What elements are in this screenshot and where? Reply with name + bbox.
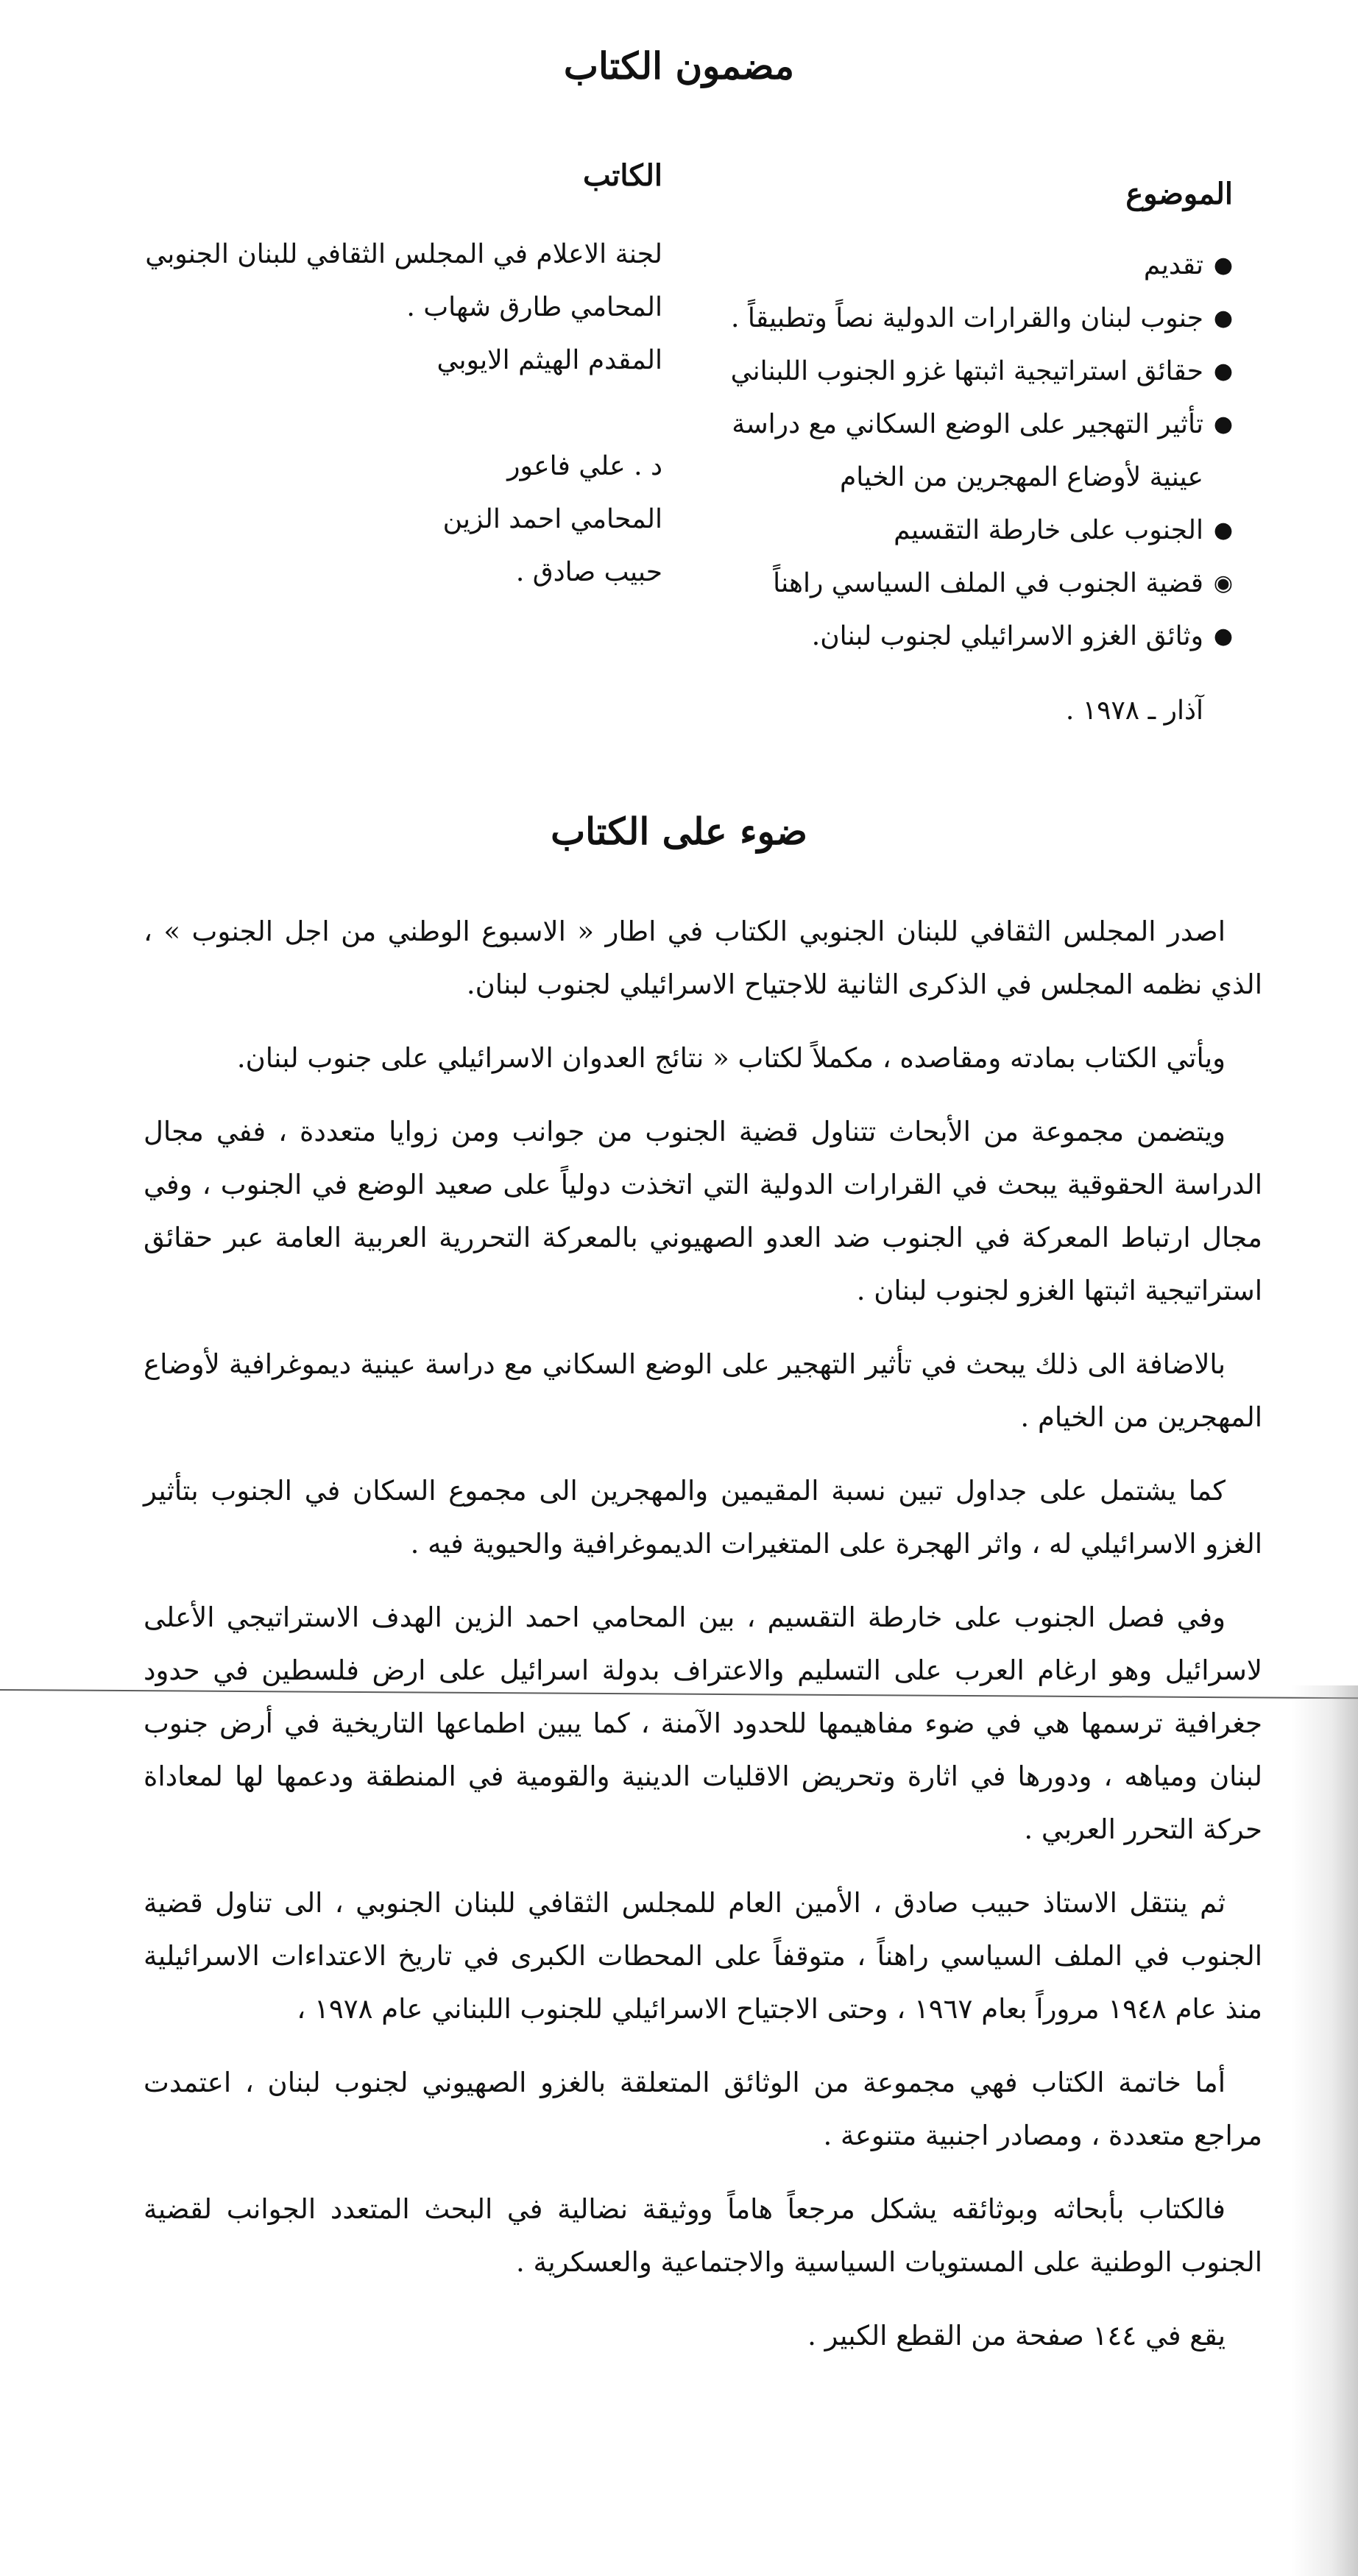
topic-column-header: الموضوع — [1125, 177, 1233, 211]
author-item: حبيب صادق . — [515, 557, 662, 587]
paragraph: بالاضافة الى ذلك يبحث في تأثير التهجير على الوضع السكاني مع دراسة عينية ديموغرافية لأوضاع المهجرين من الخيام . — [144, 1348, 1262, 1433]
bullet-icon: ● — [1213, 252, 1233, 278]
paragraph: ثم ينتقل الاستاذ حبيب صادق ، الأمين العام للمجلس الثقافي للبنان الجنوبي ، الى تناول قضية الجنوب في الملف السياسي راهناً ، متوقفاً على المحطات الكبرى في تاريخ الاعتداءات الاسرائيلية منذ عام ١٩٤٨ مروراً بعام ١٩٦٧ ، وحتى الاجتياح الاسرائيلي للجنوب اللبناني عام ١٩٧٨ ، — [144, 1887, 1262, 2025]
authors-list — [132, 228, 662, 599]
body-text — [144, 905, 1262, 2383]
paragraph: أما خاتمة الكتاب فهي مجموعة من الوثائق المتعلقة بالغزو الصهيوني لجنوب لبنان ، اعتمدت مراجع متعددة ، ومصادر اجنبية متنوعة . — [144, 2067, 1262, 2151]
topic-text: وثائق الغزو الاسرائيلي لجنوب لبنان. — [811, 621, 1203, 651]
topic-item — [673, 504, 1233, 557]
topic-item — [673, 239, 1233, 292]
author-item: د . علي فاعور — [507, 451, 662, 481]
author-column-header: الكاتب — [583, 158, 662, 193]
author-item: لجنة الاعلام في المجلس الثقافي للبنان الجنوبي — [145, 239, 662, 269]
topic-text: الجنوب على خارطة التقسيم — [894, 515, 1203, 545]
paragraph: يقع في ١٤٤ صفحة من القطع الكبير . — [807, 2320, 1226, 2352]
topic-item — [673, 398, 1233, 504]
bullet-icon: ● — [1213, 411, 1233, 437]
topic-item — [673, 292, 1233, 345]
scan-edge-shadow — [1292, 1685, 1358, 2576]
topic-text: تأثير التهجير على الوضع السكاني مع دراسة — [732, 409, 1203, 439]
topic-text: تقديم — [1143, 250, 1203, 280]
topic-item — [673, 557, 1233, 610]
paragraph: اصدر المجلس الثقافي للبنان الجنوبي الكتاب في اطار « الاسبوع الوطني من اجل الجنوب » ، الذي نظمه المجلس في الذكرى الثانية للاجتياح الاسرائيلي لجنوب لبنان. — [144, 916, 1262, 1000]
bullet-icon: ● — [1213, 358, 1233, 384]
publication-date: آذار ـ ١٩٧٨ . — [1065, 696, 1203, 726]
paragraph: كما يشتمل على جداول تبين نسبة المقيمين والمهجرين الى مجموع السكان في الجنوب بتأثير الغزو الاسرائيلي له ، واثر الهجرة على المتغيرات الديموغرافية والحيوية فيه . — [144, 1475, 1262, 1560]
topic-item — [673, 345, 1233, 398]
author-item: المحامي طارق شهاب . — [406, 292, 662, 322]
paragraph: وفي فصل الجنوب على خارطة التقسيم ، بين المحامي احمد الزين الهدف الاستراتيجي الأعلى لاسرائيل وهو ارغام العرب على التسليم والاعتراف بدولة اسرائيل على ارض فلسطين في حدود جغرافية ترسمها هي في ضوء مفاهيمها للحدود الآمنة ، كما يبين اطماعها التاريخية في أرض جنوب لبنان ومياهه ، ودورها في اثارة وتحريض الاقليات الدينية والقومية في المنطقة ودعمها لها لمعاداة حركة التحرر العربي . — [144, 1602, 1262, 1845]
page-title: مضمون الكتاب — [563, 44, 795, 88]
paragraph: فالكتاب بأبحاثه وبوثائقه يشكل مرجعاً هاماً ووثيقة نضالية في البحث المتعدد الجوانب لقضية الجنوب الوطنية على المستويات السياسية والاجتماعية والعسكرية . — [144, 2193, 1262, 2278]
bullet-icon: ● — [1213, 623, 1233, 649]
topic-text: حقائق استراتيجية اثبتها غزو الجنوب اللبناني — [730, 356, 1203, 386]
bullet-icon: ◉ — [1213, 570, 1233, 596]
section-title: ضوء على الكتاب — [551, 810, 807, 853]
paragraph: ويتضمن مجموعة من الأبحاث تتناول قضية الجنوب من جوانب ومن زوايا متعددة ، ففي مجال الدراسة الحقوقية يبحث في القرارات الدولية التي اتخذت دولياً على صعيد الوضع في الجنوب ، وفي مجال ارتباط المعركة في الجنوب ضد العدو الصهيوني بالمعركة التحررية العربية العامة عبر حقائق استراتيجية اثبتها الغزو لجنوب لبنان . — [144, 1116, 1263, 1306]
author-spacer — [132, 387, 662, 440]
topics-list — [673, 239, 1233, 663]
topic-text: قضية الجنوب في الملف السياسي راهناً — [773, 568, 1203, 598]
bullet-icon: ● — [1213, 517, 1233, 543]
author-item: المحامي احمد الزين — [442, 504, 662, 534]
topic-text: جنوب لبنان والقرارات الدولية نصاً وتطبيقاً . — [731, 303, 1203, 333]
topic-item — [673, 610, 1233, 663]
topic-text-continued: عينية لأوضاع المهجرين من الخيام — [840, 462, 1203, 492]
bullet-icon: ● — [1213, 305, 1233, 331]
paragraph: ويأتي الكتاب بمادته ومقاصده ، مكملاً لكتاب « نتائج العدوان الاسرائيلي على جنوب لبنان. — [236, 1042, 1226, 1074]
author-item: المقدم الهيثم الايوبي — [436, 345, 662, 375]
